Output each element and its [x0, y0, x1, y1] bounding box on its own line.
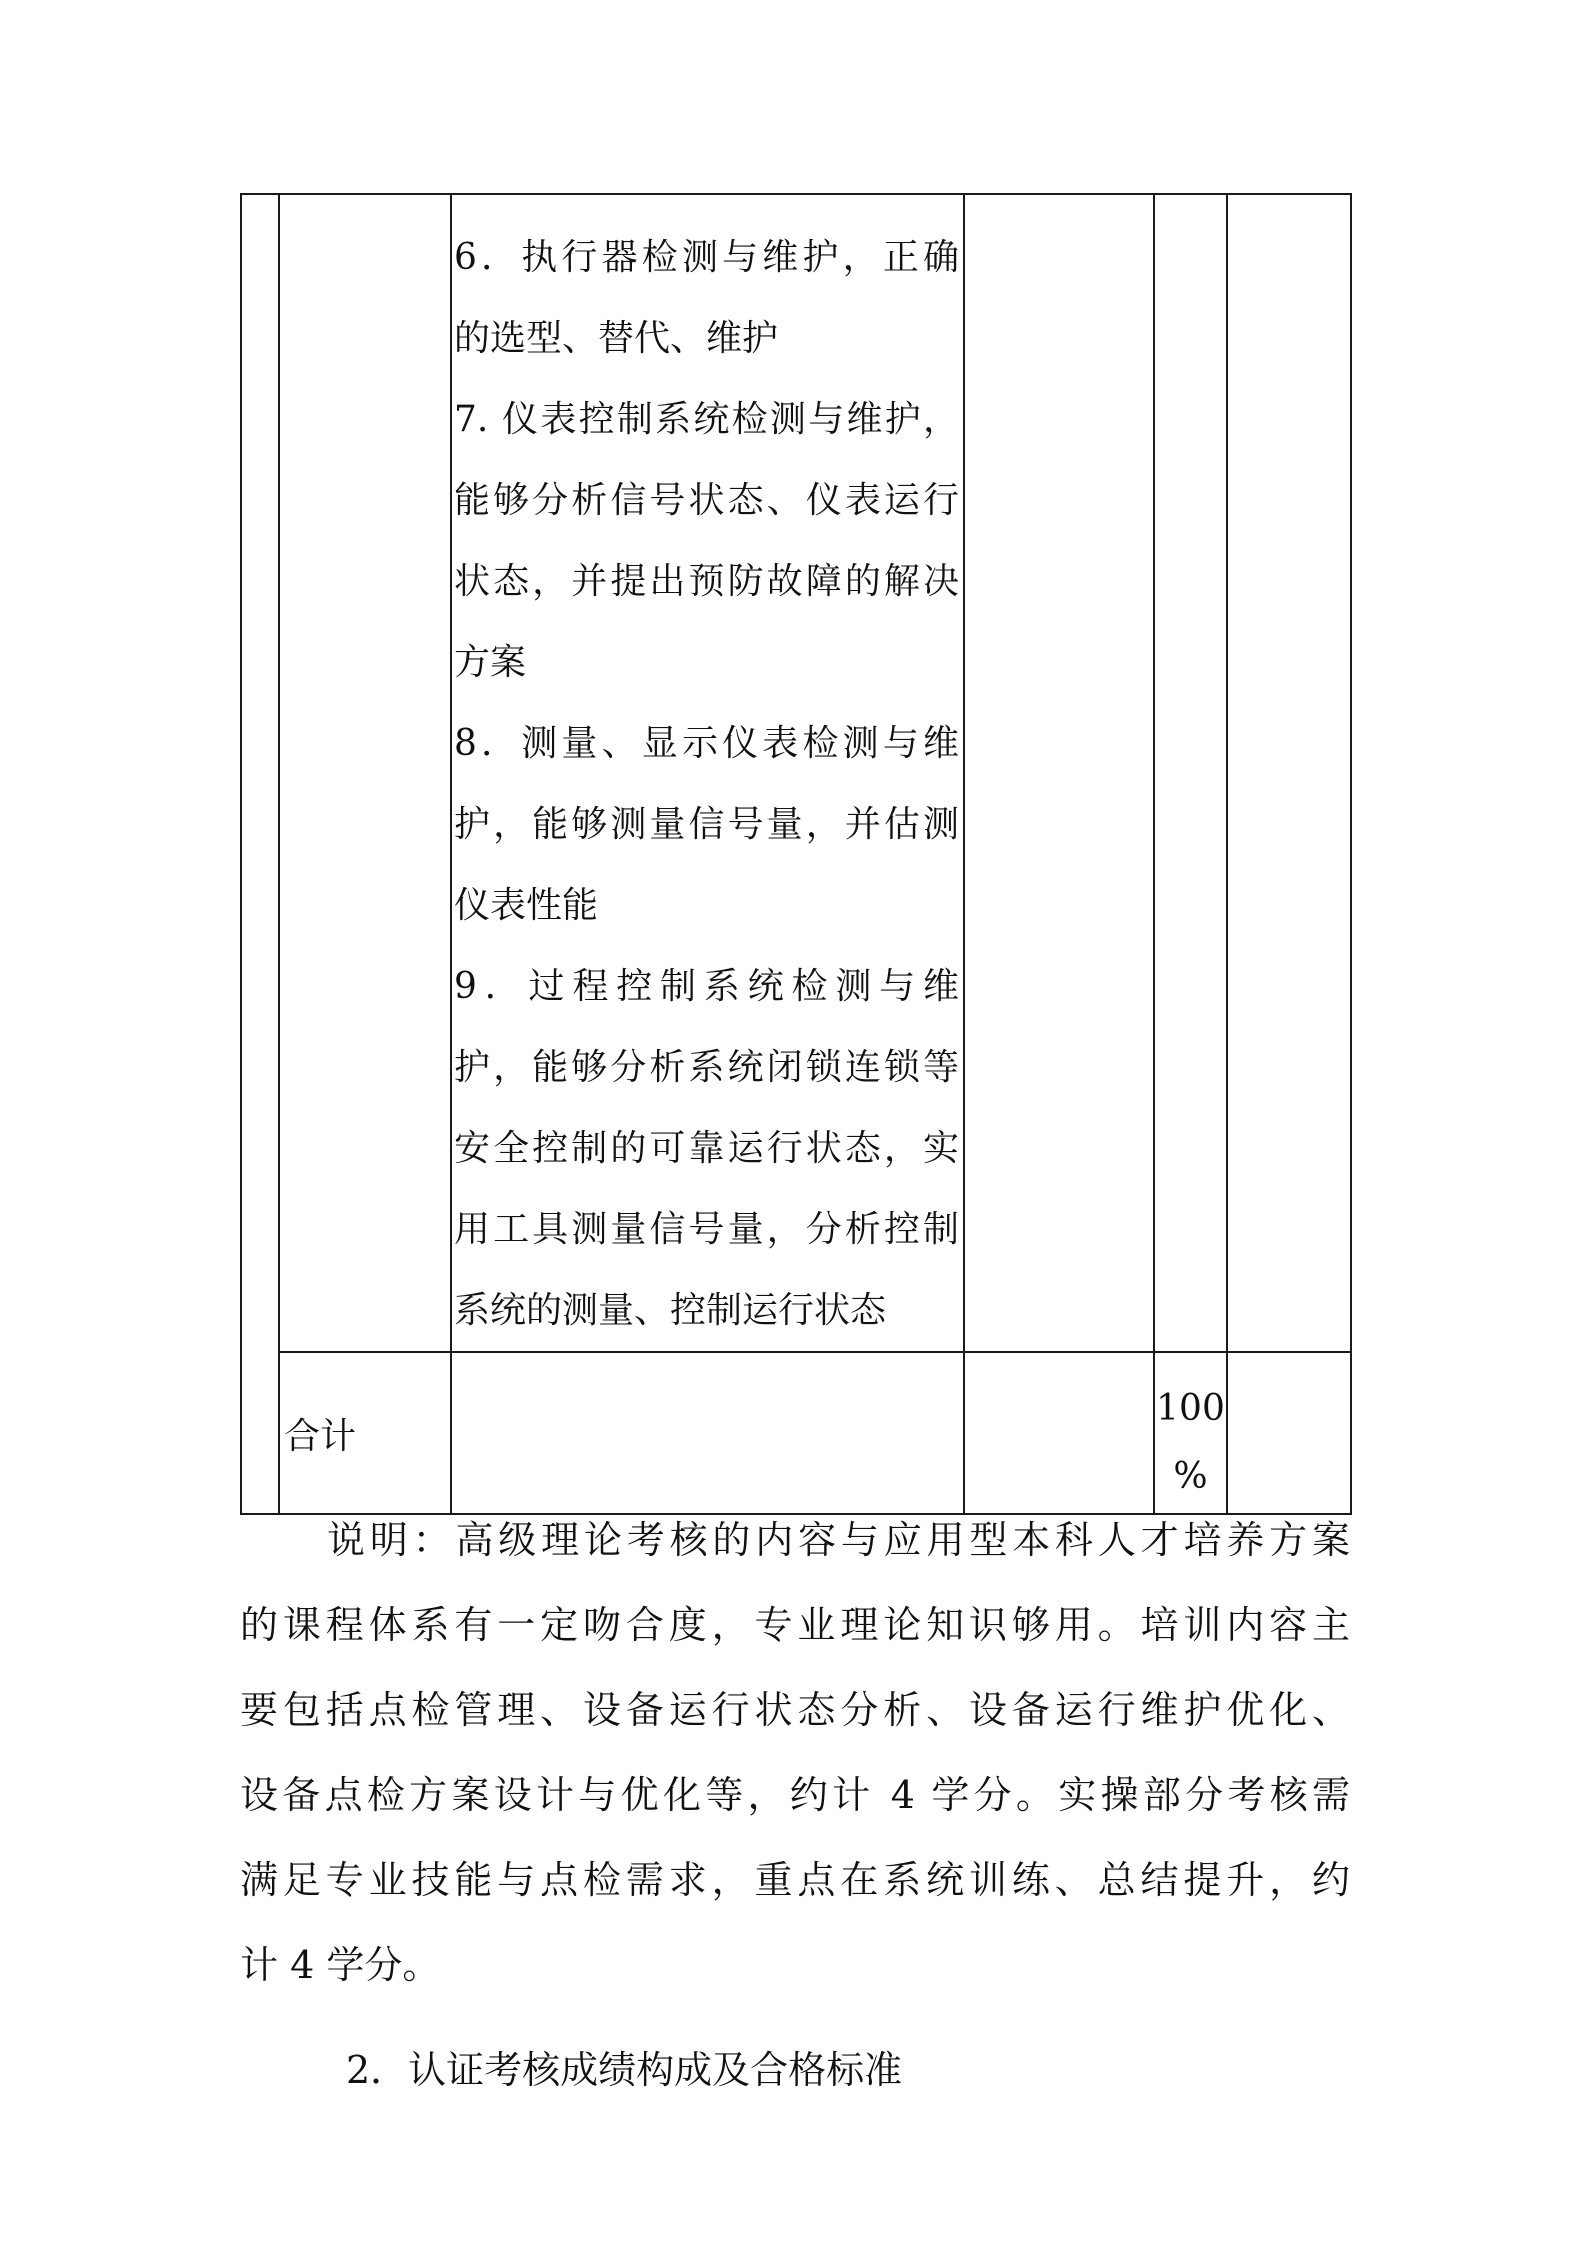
total-percent-cell: [1154, 1352, 1227, 1514]
remarks-cell: [1227, 194, 1351, 1352]
content-line: 方案: [454, 642, 527, 683]
content-line: 用工具测量信号量，分析控制: [454, 1209, 959, 1250]
section-heading: 2．认证考核成绩构成及合格标准: [346, 2048, 903, 2092]
total-percent-number: 100: [1156, 1388, 1225, 1429]
category-cell: [241, 194, 279, 1514]
total-label: 合计: [279, 1352, 451, 1514]
content-line: 7. 仪表控制系统检测与维护，: [454, 399, 959, 440]
paragraph-line: 的课程体系有一定吻合度，专业理论知识够用。培训内容主: [240, 1603, 1350, 1647]
assessment-content-table: [240, 193, 1352, 1515]
total-content-cell: [451, 1352, 964, 1514]
hours-cell: [964, 194, 1154, 1352]
content-line: 9．过程控制系统检测与维: [454, 966, 959, 1007]
content-line: 安全控制的可靠运行状态，实: [454, 1128, 959, 1169]
content-line: 仪表性能: [454, 885, 599, 926]
content-line: 系统的测量、控制运行状态: [454, 1290, 887, 1331]
content-line: 6．执行器检测与维护，正确: [454, 237, 959, 278]
total-row: [241, 1352, 1351, 1514]
explanation-paragraph: [240, 1498, 1350, 2008]
module-name-cell: [279, 194, 451, 1352]
total-hours-cell: [964, 1352, 1154, 1514]
content-line: 8．测量、显示仪表检测与维: [454, 723, 959, 764]
content-line: 状态，并提出预防故障的解决: [454, 561, 959, 602]
content-line: 护，能够分析系统闭锁连锁等: [454, 1047, 959, 1088]
weight-cell: [1154, 194, 1227, 1352]
total-percent-sign: %: [1173, 1456, 1208, 1497]
content-line: 护，能够测量信号量，并估测: [454, 804, 959, 845]
content-line: 能够分析信号状态、仪表运行: [454, 480, 959, 521]
paragraph-line: 设备点检方案设计与优化等，约计 4 学分。实操部分考核需: [240, 1773, 1350, 1817]
paragraph-line: 计 4 学分。: [240, 1943, 441, 1987]
paragraph-line: 要包括点检管理、设备运行状态分析、设备运行维护优化、: [240, 1688, 1350, 1732]
content-line: 的选型、替代、维护: [454, 318, 779, 359]
training-content-cell: [451, 194, 964, 1352]
total-remarks-cell: [1227, 1352, 1351, 1514]
content-row: [241, 194, 1351, 1352]
paragraph-line: 说明：高级理论考核的内容与应用型本科人才培养方案: [327, 1518, 1350, 1562]
paragraph-line: 满足专业技能与点检需求，重点在系统训练、总结提升，约: [240, 1858, 1350, 1902]
